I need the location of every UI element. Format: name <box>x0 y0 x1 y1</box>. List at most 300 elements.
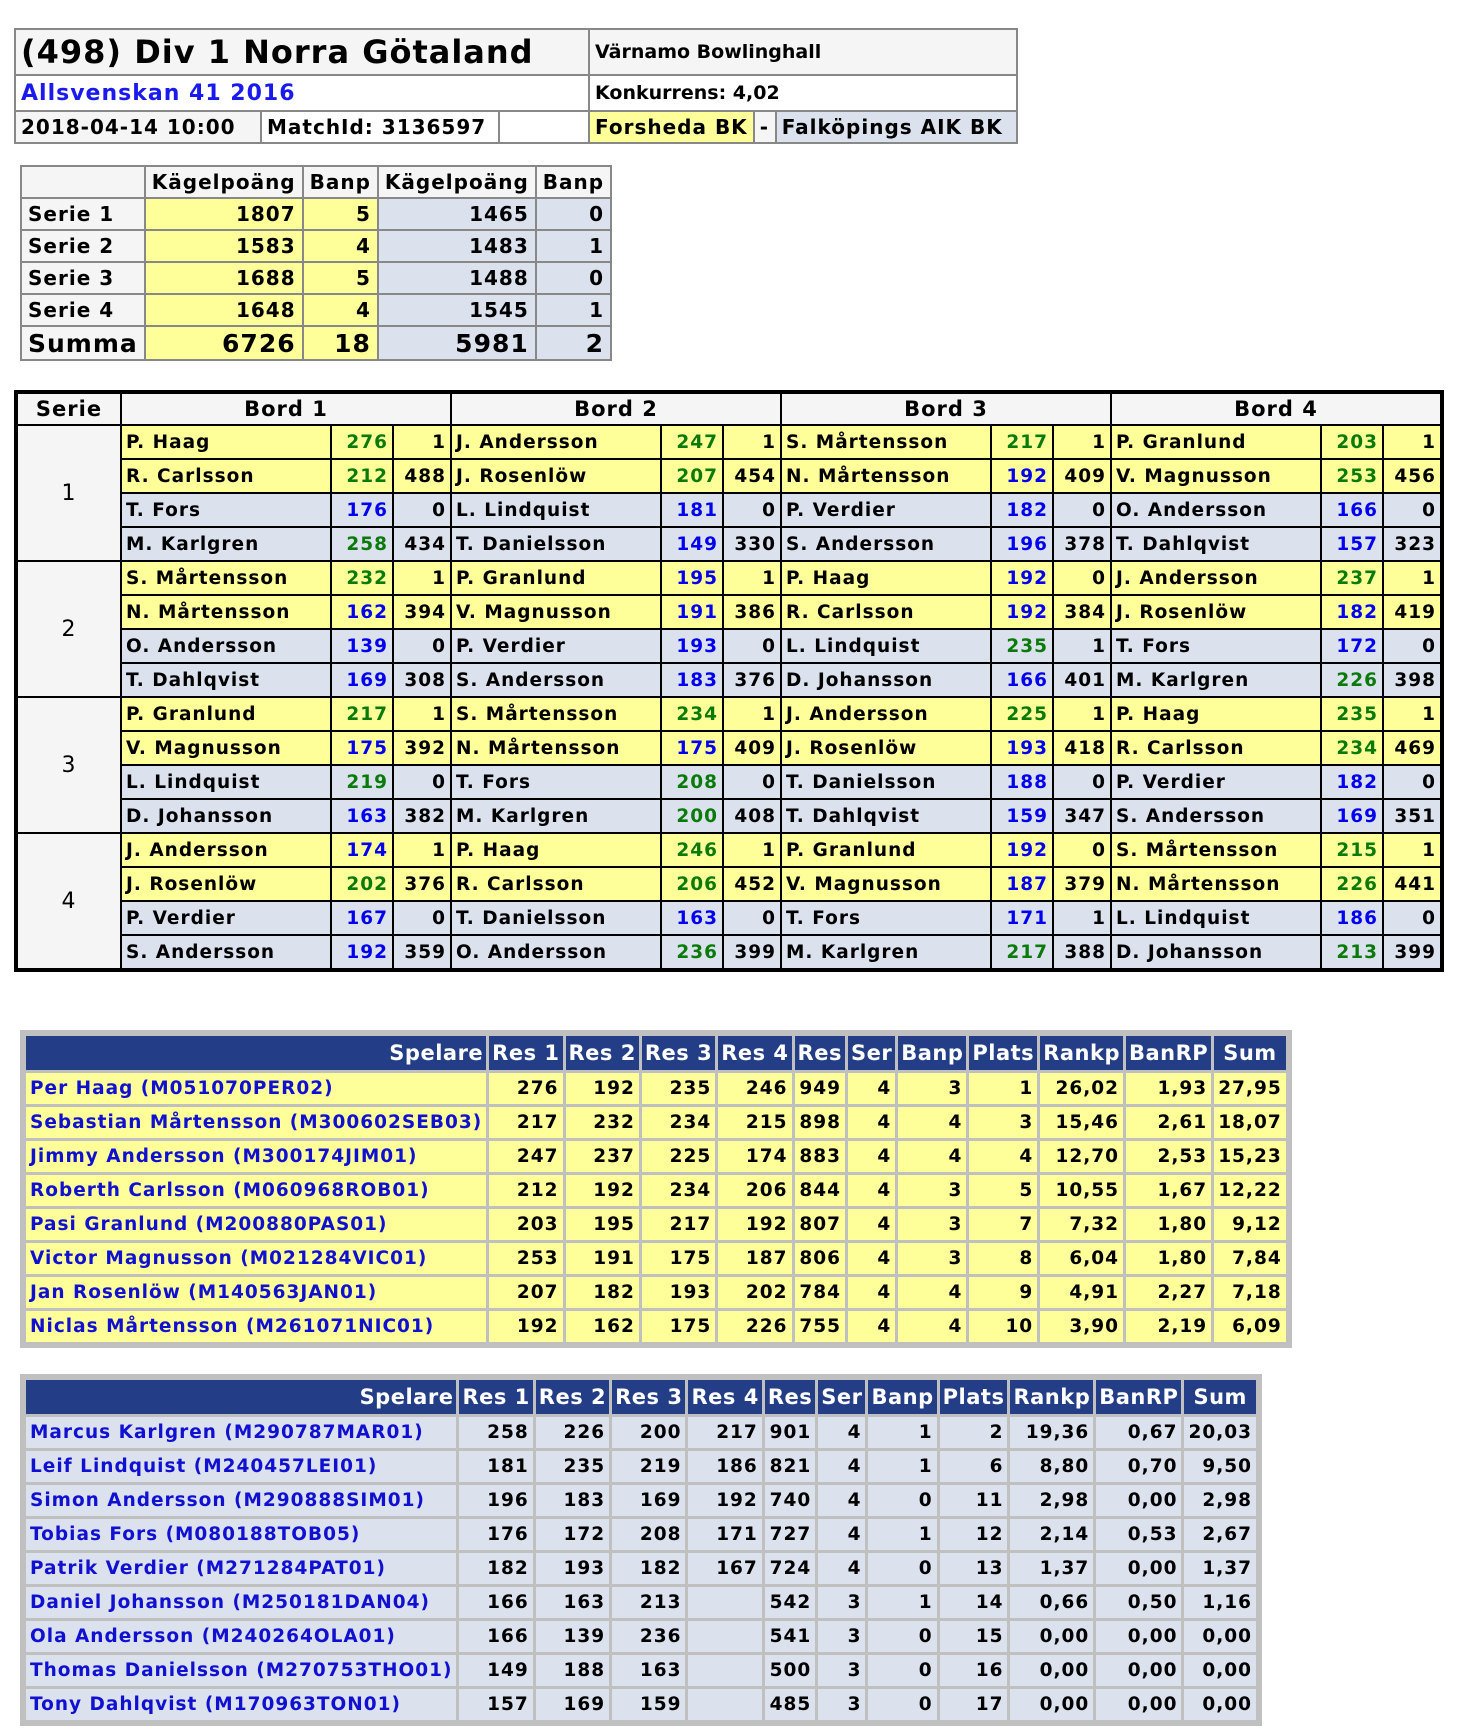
player-name: T. Dahlqvist <box>781 799 991 833</box>
konkurrens: Konkurrens: 4,02 <box>589 75 1017 111</box>
serie-number: 3 <box>16 697 121 833</box>
player-name: D. Johansson <box>1111 935 1321 970</box>
player-name: R. Carlsson <box>121 459 331 493</box>
player-sum: 0,00 <box>1184 1621 1256 1652</box>
board-points: 0 <box>1383 765 1442 799</box>
player-banrp: 0,00 <box>1096 1553 1181 1584</box>
player-banp: 3 <box>898 1073 966 1104</box>
column-header-res-1[interactable]: Res 1 <box>459 1380 532 1414</box>
column-header-res[interactable]: Res <box>765 1380 815 1414</box>
grid-row <box>16 697 1442 731</box>
player-name: S. Mårtensson <box>1111 833 1321 867</box>
pair-total: 394 <box>393 595 451 629</box>
player-sum: 2,67 <box>1184 1519 1256 1550</box>
board-points: 1 <box>1383 697 1442 731</box>
player-res-1: 276 <box>489 1073 562 1104</box>
player-link[interactable]: Per Haag (M051070PER02) <box>26 1073 486 1104</box>
pair-total: 388 <box>1053 935 1111 970</box>
player-row <box>26 1175 1286 1206</box>
board-points: 0 <box>1053 765 1111 799</box>
pair-total: 456 <box>1383 459 1442 493</box>
player-score: 159 <box>991 799 1053 833</box>
player-score: 157 <box>1321 527 1383 561</box>
match-header <box>14 28 1018 144</box>
player-plats: 2 <box>940 1417 1008 1448</box>
player-res: 949 <box>795 1073 845 1104</box>
player-name: R. Carlsson <box>781 595 991 629</box>
grid-row <box>16 833 1442 867</box>
player-res-1: 247 <box>489 1141 562 1172</box>
column-header-res-2[interactable]: Res 2 <box>566 1036 639 1070</box>
player-name: M. Karlgren <box>451 799 661 833</box>
player-res-2: 192 <box>566 1175 639 1206</box>
pair-total: 434 <box>393 527 451 561</box>
board-points: 1 <box>393 561 451 595</box>
player-res-3: 236 <box>612 1621 685 1652</box>
player-row <box>26 1519 1256 1550</box>
column-header-sum[interactable]: Sum <box>1184 1380 1256 1414</box>
player-res-2: 169 <box>536 1689 609 1720</box>
player-res-1: 192 <box>489 1311 562 1342</box>
player-name: P. Granlund <box>781 833 991 867</box>
column-header-banrp[interactable]: BanRP <box>1096 1380 1181 1414</box>
player-score: 246 <box>661 833 723 867</box>
home-banp: 4 <box>303 230 378 262</box>
player-link[interactable]: Daniel Johansson (M250181DAN04) <box>26 1587 456 1618</box>
player-score: 187 <box>991 867 1053 901</box>
board-points: 0 <box>723 629 781 663</box>
player-sum: 2,98 <box>1184 1485 1256 1516</box>
board-points: 1 <box>1053 425 1111 459</box>
board-points: 1 <box>1053 901 1111 935</box>
player-banrp: 2,53 <box>1126 1141 1211 1172</box>
player-name: M. Karlgren <box>121 527 331 561</box>
player-res-3: 219 <box>612 1451 685 1482</box>
player-banp: 3 <box>898 1209 966 1240</box>
player-link[interactable]: Thomas Danielsson (M270753THO01) <box>26 1655 456 1686</box>
pair-total: 409 <box>1053 459 1111 493</box>
player-name: T. Fors <box>451 765 661 799</box>
player-res: 755 <box>795 1311 845 1342</box>
player-score: 192 <box>331 935 393 970</box>
player-row <box>26 1107 1286 1138</box>
player-link[interactable]: Jan Rosenlöw (M140563JAN01) <box>26 1277 486 1308</box>
away-player-table <box>20 1374 1262 1726</box>
player-name: O. Andersson <box>121 629 331 663</box>
player-res-1: 196 <box>459 1485 532 1516</box>
column-header-banrp[interactable]: BanRP <box>1126 1036 1211 1070</box>
player-res-4 <box>688 1587 761 1618</box>
player-row <box>26 1485 1256 1516</box>
board-points: 1 <box>1383 833 1442 867</box>
player-banrp: 2,27 <box>1126 1277 1211 1308</box>
player-name: P. Granlund <box>451 561 661 595</box>
player-plats: 6 <box>940 1451 1008 1482</box>
pair-total: 398 <box>1383 663 1442 697</box>
away-pins: 1465 <box>378 198 536 230</box>
player-row <box>26 1073 1286 1104</box>
player-res-1: 149 <box>459 1655 532 1686</box>
pair-total: 378 <box>1053 527 1111 561</box>
player-name: J. Rosenlöw <box>121 867 331 901</box>
board-points: 1 <box>723 833 781 867</box>
player-banp: 4 <box>898 1311 966 1342</box>
player-ser: 4 <box>818 1417 865 1448</box>
player-link[interactable]: Ola Andersson (M240264OLA01) <box>26 1621 456 1652</box>
player-name: J. Andersson <box>1111 561 1321 595</box>
player-ser: 4 <box>818 1519 865 1550</box>
player-row <box>26 1141 1286 1172</box>
player-banrp: 0,00 <box>1096 1621 1181 1652</box>
pair-total: 452 <box>723 867 781 901</box>
player-score: 171 <box>991 901 1053 935</box>
player-plats: 14 <box>940 1587 1008 1618</box>
player-sum: 1,37 <box>1184 1553 1256 1584</box>
column-header-spelare[interactable]: Spelare <box>26 1380 456 1414</box>
player-sum: 0,00 <box>1184 1655 1256 1686</box>
player-row <box>26 1311 1286 1342</box>
pair-total: 418 <box>1053 731 1111 765</box>
player-row <box>26 1417 1256 1448</box>
header-spacer <box>499 111 589 143</box>
player-banp: 1 <box>868 1519 936 1550</box>
player-score: 182 <box>991 493 1053 527</box>
home-team: Forsheda BK <box>589 111 754 143</box>
player-rankp: 3,90 <box>1040 1311 1123 1342</box>
player-name: P. Verdier <box>121 901 331 935</box>
player-res-3: 169 <box>612 1485 685 1516</box>
column-header-res-3[interactable]: Res 3 <box>612 1380 685 1414</box>
player-res-1: 207 <box>489 1277 562 1308</box>
pair-total: 454 <box>723 459 781 493</box>
home-pins: 1648 <box>145 294 303 326</box>
player-ser: 3 <box>818 1587 865 1618</box>
column-header-ser[interactable]: Ser <box>818 1380 865 1414</box>
column-header-res-2[interactable]: Res 2 <box>536 1380 609 1414</box>
player-name: P. Haag <box>781 561 991 595</box>
player-res-3: 200 <box>612 1417 685 1448</box>
player-res-3: 193 <box>642 1277 715 1308</box>
board-points: 1 <box>393 425 451 459</box>
grid-row <box>16 527 1442 561</box>
player-score: 276 <box>331 425 393 459</box>
player-res: 807 <box>795 1209 845 1240</box>
pair-total: 441 <box>1383 867 1442 901</box>
player-link[interactable]: Sebastian Mårtensson (M300602SEB03) <box>26 1107 486 1138</box>
player-score: 235 <box>991 629 1053 663</box>
column-header-res-4[interactable]: Res 4 <box>688 1380 761 1414</box>
player-plats: 3 <box>969 1107 1037 1138</box>
player-res-4: 186 <box>688 1451 761 1482</box>
player-score: 183 <box>661 663 723 697</box>
player-score: 169 <box>331 663 393 697</box>
player-score: 237 <box>1321 561 1383 595</box>
away-pins: 1545 <box>378 294 536 326</box>
column-header-res[interactable]: Res <box>795 1036 845 1070</box>
home-player-table <box>20 1030 1292 1348</box>
home-banp: 5 <box>303 262 378 294</box>
grid-row <box>16 425 1442 459</box>
player-rankp: 15,46 <box>1040 1107 1123 1138</box>
player-score: 226 <box>1321 867 1383 901</box>
player-res: 806 <box>795 1243 845 1274</box>
player-row <box>26 1621 1256 1652</box>
player-res-1: 253 <box>489 1243 562 1274</box>
pair-total: 351 <box>1383 799 1442 833</box>
player-res-2: 192 <box>566 1073 639 1104</box>
player-banp: 0 <box>868 1485 936 1516</box>
player-res: 898 <box>795 1107 845 1138</box>
board-points: 0 <box>393 629 451 663</box>
player-res-3: 175 <box>642 1311 715 1342</box>
player-res-3: 163 <box>612 1655 685 1686</box>
column-header-res-1[interactable]: Res 1 <box>489 1036 562 1070</box>
player-res-3: 234 <box>642 1175 715 1206</box>
player-name: M. Karlgren <box>781 935 991 970</box>
player-name: J. Andersson <box>451 425 661 459</box>
player-score: 166 <box>991 663 1053 697</box>
player-score: 188 <box>991 765 1053 799</box>
column-header-plats[interactable]: Plats <box>940 1380 1008 1414</box>
player-res-2: 139 <box>536 1621 609 1652</box>
player-name: T. Dahlqvist <box>121 663 331 697</box>
player-res-1: 166 <box>459 1587 532 1618</box>
player-name: P. Verdier <box>1111 765 1321 799</box>
player-res-2: 188 <box>536 1655 609 1686</box>
player-name: J. Rosenlöw <box>781 731 991 765</box>
serie-number: 1 <box>16 425 121 561</box>
player-ser: 4 <box>848 1209 895 1240</box>
player-rankp: 1,37 <box>1010 1553 1093 1584</box>
player-res-3: 225 <box>642 1141 715 1172</box>
player-ser: 4 <box>848 1277 895 1308</box>
column-header-rankp[interactable]: Rankp <box>1040 1036 1123 1070</box>
player-plats: 12 <box>940 1519 1008 1550</box>
pair-total: 382 <box>393 799 451 833</box>
player-banrp: 1,80 <box>1126 1209 1211 1240</box>
player-link[interactable]: Marcus Karlgren (M290787MAR01) <box>26 1417 456 1448</box>
pair-total: 323 <box>1383 527 1442 561</box>
player-rankp: 0,00 <box>1010 1655 1093 1686</box>
player-ser: 4 <box>848 1107 895 1138</box>
player-ser: 4 <box>848 1175 895 1206</box>
player-sum: 18,07 <box>1214 1107 1286 1138</box>
player-score: 247 <box>661 425 723 459</box>
player-score: 163 <box>661 901 723 935</box>
player-score: 167 <box>331 901 393 935</box>
player-name: M. Karlgren <box>1111 663 1321 697</box>
home-pins: 1688 <box>145 262 303 294</box>
player-score: 225 <box>991 697 1053 731</box>
player-name: N. Mårtensson <box>781 459 991 493</box>
player-link[interactable]: Patrik Verdier (M271284PAT01) <box>26 1553 456 1584</box>
pair-total: 399 <box>723 935 781 970</box>
player-res-2: 193 <box>536 1553 609 1584</box>
grid-header-board-1: Bord 1 <box>121 392 451 425</box>
grid-row <box>16 731 1442 765</box>
pair-total: 359 <box>393 935 451 970</box>
player-rankp: 12,70 <box>1040 1141 1123 1172</box>
player-score: 174 <box>331 833 393 867</box>
player-res: 485 <box>765 1689 815 1720</box>
player-link[interactable]: Jimmy Andersson (M300174JIM01) <box>26 1141 486 1172</box>
player-link[interactable]: Tobias Fors (M080188TOB05) <box>26 1519 456 1550</box>
player-res-4: 217 <box>688 1417 761 1448</box>
match-datetime: 2018-04-14 10:00 <box>15 111 261 143</box>
player-res-2: 235 <box>536 1451 609 1482</box>
player-name: O. Andersson <box>1111 493 1321 527</box>
player-ser: 4 <box>818 1451 865 1482</box>
pair-total: 347 <box>1053 799 1111 833</box>
summary-row <box>21 230 611 262</box>
summary-header-home-banp: Banp <box>303 166 378 198</box>
player-sum: 9,50 <box>1184 1451 1256 1482</box>
summary-row-label: Serie 2 <box>21 230 145 262</box>
competition-link[interactable]: Allsvenskan 41 2016 <box>15 75 589 111</box>
player-banp: 4 <box>898 1107 966 1138</box>
player-res-2: 183 <box>536 1485 609 1516</box>
summary-row <box>21 294 611 326</box>
player-res-1: 258 <box>459 1417 532 1448</box>
player-rankp: 10,55 <box>1040 1175 1123 1206</box>
player-name: J. Andersson <box>781 697 991 731</box>
player-row <box>26 1277 1286 1308</box>
grid-header-board-4: Bord 4 <box>1111 392 1442 425</box>
serie-number: 4 <box>16 833 121 970</box>
player-res-1: 157 <box>459 1689 532 1720</box>
summary-header-away-banp: Banp <box>536 166 611 198</box>
player-score: 236 <box>661 935 723 970</box>
player-score: 206 <box>661 867 723 901</box>
column-header-res-3[interactable]: Res 3 <box>642 1036 715 1070</box>
player-banp: 1 <box>868 1587 936 1618</box>
player-rankp: 4,91 <box>1040 1277 1123 1308</box>
player-link[interactable]: Niclas Mårtensson (M261071NIC01) <box>26 1311 486 1342</box>
player-plats: 7 <box>969 1209 1037 1240</box>
summary-header-empty <box>21 166 145 198</box>
column-header-spelare[interactable]: Spelare <box>26 1036 486 1070</box>
player-banrp: 0,67 <box>1096 1417 1181 1448</box>
serie-number: 2 <box>16 561 121 697</box>
player-res-2: 191 <box>566 1243 639 1274</box>
player-score: 217 <box>331 697 393 731</box>
player-res-4: 192 <box>688 1485 761 1516</box>
column-header-ser[interactable]: Ser <box>848 1036 895 1070</box>
board-points: 1 <box>393 697 451 731</box>
player-score: 196 <box>991 527 1053 561</box>
player-name: R. Carlsson <box>451 867 661 901</box>
player-score: 195 <box>661 561 723 595</box>
player-sum: 27,95 <box>1214 1073 1286 1104</box>
grid-row <box>16 493 1442 527</box>
away-banp: 1 <box>536 294 611 326</box>
player-banp: 3 <box>898 1175 966 1206</box>
grid-row <box>16 765 1442 799</box>
column-header-rankp[interactable]: Rankp <box>1010 1380 1093 1414</box>
player-score: 181 <box>661 493 723 527</box>
player-plats: 5 <box>969 1175 1037 1206</box>
summary-header-away-pins: Kägelpoäng <box>378 166 536 198</box>
player-link[interactable]: Tony Dahlqvist (M170963TON01) <box>26 1689 456 1720</box>
column-header-res-4[interactable]: Res 4 <box>718 1036 791 1070</box>
player-name: T. Danielsson <box>451 901 661 935</box>
player-rankp: 0,00 <box>1010 1689 1093 1720</box>
player-link[interactable]: Victor Magnusson (M021284VIC01) <box>26 1243 486 1274</box>
player-score: 139 <box>331 629 393 663</box>
player-sum: 0,00 <box>1184 1689 1256 1720</box>
player-name: S. Andersson <box>1111 799 1321 833</box>
series-summary-table <box>20 165 612 361</box>
player-score: 253 <box>1321 459 1383 493</box>
player-link[interactable]: Roberth Carlsson (M060968ROB01) <box>26 1175 486 1206</box>
player-score: 193 <box>661 629 723 663</box>
player-name: J. Rosenlöw <box>451 459 661 493</box>
player-res: 901 <box>765 1417 815 1448</box>
player-plats: 8 <box>969 1243 1037 1274</box>
player-link[interactable]: Simon Andersson (M290888SIM01) <box>26 1485 456 1516</box>
board-points: 0 <box>393 765 451 799</box>
player-rankp: 0,00 <box>1010 1621 1093 1652</box>
player-ser: 4 <box>818 1485 865 1516</box>
column-header-plats[interactable]: Plats <box>969 1036 1037 1070</box>
grid-header-board-3: Bord 3 <box>781 392 1111 425</box>
player-score: 149 <box>661 527 723 561</box>
board-points: 0 <box>1383 493 1442 527</box>
player-res-1: 166 <box>459 1621 532 1652</box>
grid-row <box>16 595 1442 629</box>
player-sum: 1,16 <box>1184 1587 1256 1618</box>
player-score: 217 <box>991 935 1053 970</box>
pair-total: 379 <box>1053 867 1111 901</box>
player-res-4: 202 <box>718 1277 791 1308</box>
grid-row <box>16 629 1442 663</box>
pair-total: 392 <box>393 731 451 765</box>
player-name: T. Fors <box>121 493 331 527</box>
player-res-4: 226 <box>718 1311 791 1342</box>
player-banrp: 0,00 <box>1096 1689 1181 1720</box>
player-res-4: 192 <box>718 1209 791 1240</box>
column-header-banp[interactable]: Banp <box>868 1380 936 1414</box>
column-header-banp[interactable]: Banp <box>898 1036 966 1070</box>
column-header-sum[interactable]: Sum <box>1214 1036 1286 1070</box>
player-res-4: 187 <box>718 1243 791 1274</box>
player-score: 182 <box>1321 765 1383 799</box>
pair-total: 469 <box>1383 731 1442 765</box>
summary-row-label: Serie 4 <box>21 294 145 326</box>
player-link[interactable]: Leif Lindquist (M240457LEI01) <box>26 1451 456 1482</box>
home-banp: 5 <box>303 198 378 230</box>
player-name: V. Magnusson <box>121 731 331 765</box>
player-res-3: 175 <box>642 1243 715 1274</box>
player-res-4 <box>688 1655 761 1686</box>
player-res: 541 <box>765 1621 815 1652</box>
player-name: V. Magnusson <box>781 867 991 901</box>
player-res: 740 <box>765 1485 815 1516</box>
player-score: 176 <box>331 493 393 527</box>
board-points: 1 <box>1383 425 1442 459</box>
player-res-4: 215 <box>718 1107 791 1138</box>
player-link[interactable]: Pasi Granlund (M200880PAS01) <box>26 1209 486 1240</box>
home-banp: 18 <box>303 326 378 360</box>
player-score: 193 <box>991 731 1053 765</box>
player-name: S. Mårtensson <box>781 425 991 459</box>
player-score: 258 <box>331 527 393 561</box>
player-banrp: 1,80 <box>1126 1243 1211 1274</box>
pair-total: 376 <box>723 663 781 697</box>
away-pins: 1483 <box>378 230 536 262</box>
player-res: 500 <box>765 1655 815 1686</box>
player-rankp: 7,32 <box>1040 1209 1123 1240</box>
